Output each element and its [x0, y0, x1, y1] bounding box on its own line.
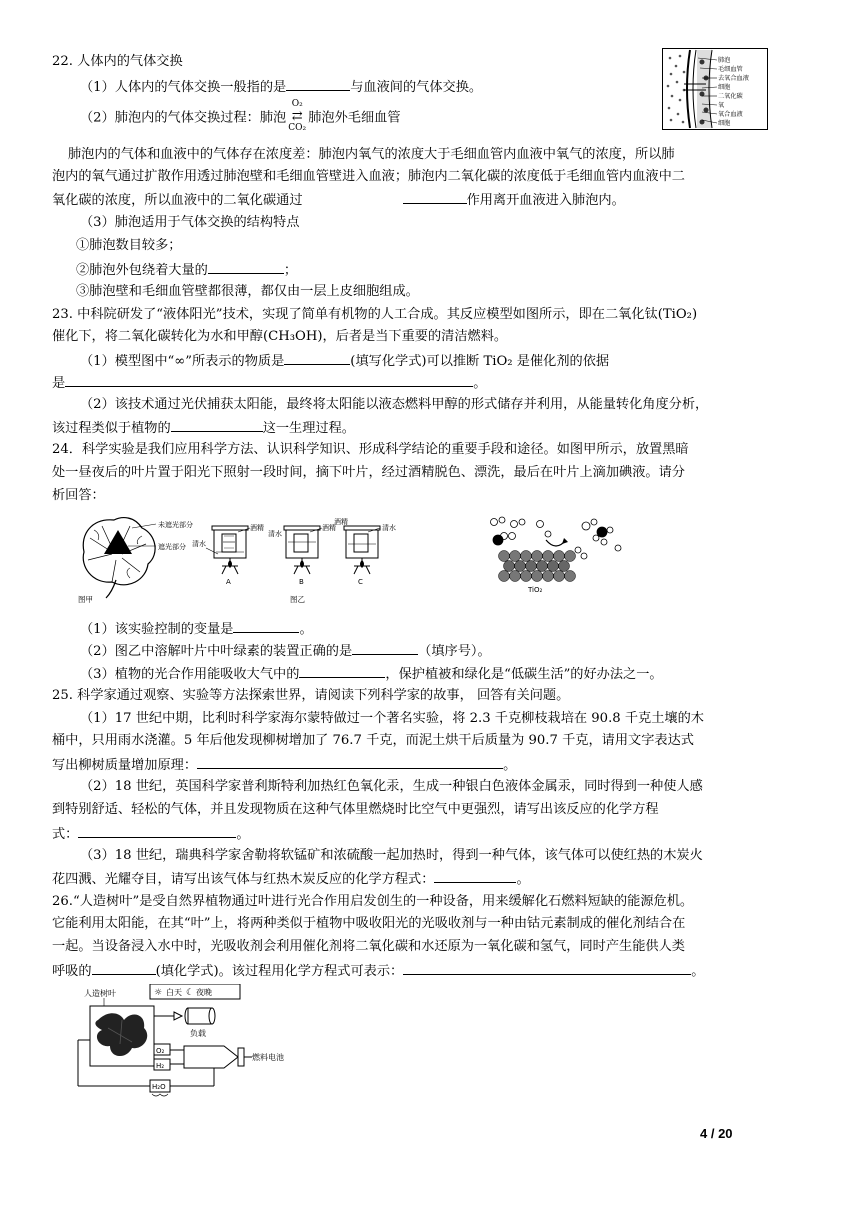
q22-para-line2: 泡内的氧气通过扩散作用透过肺泡壁和毛细血管壁进入血液；肺泡内二氧化碳的浓度低于毛细血管内血液中二	[52, 169, 685, 184]
q24-q1: （1）该实验控制的变量是 。	[52, 618, 313, 640]
q22-item3: ③肺泡壁和毛细血管壁都很薄，都仅由一层上皮细胞组成。	[76, 284, 419, 299]
gas-exchange-arrows: O₂ ⇄ CO₂	[288, 99, 307, 133]
sun-icon: ☼	[154, 988, 163, 998]
q22-line1: （1）人体内的气体交换一般指的是 与血液间的气体交换。	[52, 76, 482, 98]
moon-icon: ☾	[186, 988, 195, 998]
leaf-experiment-figure	[72, 508, 402, 606]
h2o-label: H₂O	[152, 1083, 166, 1091]
fig-jia-caption: 图甲	[78, 595, 93, 604]
answer-blank[interactable]	[92, 960, 156, 975]
q23-line2: 催化下，将二氧化碳转化为水和甲醇(CH₃OH)，后者是当下重要的清洁燃料。	[52, 329, 508, 344]
q22-item1: ①肺泡数目较多；	[76, 238, 182, 253]
fig-label: 细胞	[718, 120, 731, 127]
day-label: 白天	[166, 988, 182, 997]
beaker-b	[284, 526, 322, 574]
q26-line2: 它能利用太阳能，在其“叶”上，将两种类似于植物中吸收阳光的光吸收剂与一种由钴元素制成的催化剂结合在	[52, 916, 686, 931]
load-label: 负载	[190, 1029, 206, 1038]
q24-q2: （2）图乙中溶解叶片中叶绿素的装置正确的是 （填序号）。	[52, 640, 491, 662]
fuel-cell-label: 燃料电池	[252, 1053, 284, 1062]
tio2-label: TiO₂	[528, 586, 543, 594]
answer-blank[interactable]	[171, 417, 263, 432]
answer-blank[interactable]	[403, 960, 691, 975]
answer-blank[interactable]	[286, 76, 350, 91]
q25-line9: 花四溅、光耀夺目，请写出该气体与红热木炭反应的化学方程式： 。	[52, 868, 530, 890]
answer-blank[interactable]	[434, 868, 516, 883]
q24-q3: （3）植物的光合作用能吸收大气中的 ，保护植被和绿化是“低碳生活”的好办法之一。	[52, 663, 663, 685]
o2-label: O₂	[156, 1047, 165, 1055]
q25-line5: （2）18 世纪，英国科学家普利斯特利加热红色氧化汞，生成一种银白色液体金属汞，同时得到一种使人感	[80, 779, 703, 794]
answer-blank[interactable]	[299, 663, 385, 678]
beaker-label: 酒精	[334, 518, 348, 526]
q23-line1: 23. 中科院研发了“液体阳光”技术，实现了简单有机物的人工合成。其反应模型如图所示，即在二氧化钛(TiO₂)	[52, 307, 698, 322]
fig-label: 细胞	[718, 84, 731, 91]
fig-label: 毛细血管	[718, 66, 743, 73]
q24-line2: 处一昼夜后的叶片置于阳光下照射一段时间，摘下叶片，经过酒精脱色、漂洗，最后在叶片上滴加碘液。请分	[52, 465, 685, 480]
night-label: 夜晚	[196, 988, 212, 997]
q26-line1: 26.“人造树叶”是受自然界植物通过叶进行光合作用启发创生的一种设备，用来缓解化石燃料短缺的能源危机。	[52, 894, 694, 909]
fig-yi-caption: 图乙	[290, 595, 305, 604]
beaker-label: 酒精	[250, 524, 264, 532]
artificial-leaf-label: 人造树叶	[84, 989, 116, 998]
h2-label: H₂	[156, 1062, 165, 1070]
beaker-letter: C	[358, 578, 363, 586]
fig-label: 肺泡	[718, 57, 731, 64]
q25-line7: 式： 。	[52, 823, 250, 845]
beaker-letter: A	[226, 578, 231, 586]
artificial-leaf-figure	[74, 984, 294, 1104]
q25-line1: 25. 科学家通过观察、实验等方法探索世界，请阅读下列科学家的故事， 回答有关问题。	[52, 688, 570, 703]
answer-blank[interactable]	[197, 754, 503, 769]
beaker-c	[344, 526, 380, 574]
beaker-letter: B	[299, 578, 304, 586]
beaker-label: 清水	[382, 524, 396, 532]
answer-blank[interactable]	[284, 350, 350, 365]
leaf-label-unshaded: 未遮光部分	[158, 521, 193, 529]
q22-line-3: （3）肺泡适用于气体交换的结构特点	[80, 215, 300, 230]
q25-line6: 到特别舒适、轻松的气体，并且发现物质在这种气体里燃烧时比空气中更强烈，请写出该反应的化学方程	[52, 802, 659, 817]
answer-blank[interactable]	[403, 189, 467, 204]
q24-line1: 24．科学实验是我们应用科学方法、认识科学知识、形成科学结论的重要手段和途径。如图甲所示，放置黑暗	[52, 442, 689, 457]
q25-line2: （1）17 世纪中期，比利时科学家海尔蒙特做过一个著名实验，将 2.3 千克柳枝栽培在 90.8 千克土壤的木	[80, 711, 704, 726]
q26-line4: 呼吸的 (填化学式)。该过程用化学方程式可表示： 。	[52, 960, 704, 982]
q23-line4: 是 。	[52, 372, 486, 394]
beaker-label: 清水	[192, 540, 206, 548]
q22-line2: （2）肺泡内的气体交换过程：肺泡 O₂ ⇄ CO₂ 肺泡外毛细血管	[80, 99, 401, 133]
answer-blank[interactable]	[65, 372, 473, 387]
q22-para-line1: 肺泡内的气体和血液中的气体存在浓度差：肺泡内氧气的浓度大于毛细血管内血液中氧气的浓度，所以肺	[68, 147, 675, 162]
q24-line3: 析回答：	[52, 488, 105, 503]
q25-line8: （3）18 世纪，瑞典科学家舍勒将软锰矿和浓硫酸一起加热时，得到一种气体，该气体可以使红热的木炭火	[80, 848, 703, 863]
alveolus-figure	[662, 48, 768, 130]
answer-blank[interactable]	[233, 618, 299, 633]
fig-label: 氧	[718, 102, 725, 109]
beaker-label: 清水	[268, 530, 282, 538]
answer-blank[interactable]	[78, 823, 236, 838]
answer-blank[interactable]	[352, 640, 418, 655]
answer-blank[interactable]	[208, 259, 284, 274]
q22-title: 22. 人体内的气体交换	[52, 54, 183, 69]
q25-line3: 桶中，只用雨水浇灌。5 年后他发现柳树增加了 76.7 千克，而泥土烘干后质量为 90.7 千克，请用文字表达式	[52, 733, 694, 748]
q22-para-line3: 氧化碳的浓度，所以血液中的二氧化碳通过 作用离开血液进入肺泡内。	[52, 189, 625, 211]
leaf-label-shaded: 遮光部分	[158, 543, 186, 551]
q22-item2: ②肺泡外包绕着大量的 ；	[76, 259, 297, 281]
tio2-model-figure	[482, 512, 628, 596]
beaker-a	[206, 526, 250, 574]
fig-label: 去氧合血液	[718, 75, 749, 82]
fig-label: 氧合血液	[718, 111, 743, 118]
q23-line6: 该过程类似于植物的 这一生理过程。	[52, 417, 355, 439]
fig-label: 二氧化碳	[718, 93, 743, 100]
q23-line5: （2）该技术通过光伏捕获太阳能，最终将太阳能以液态燃料甲醇的形式储存并利用，从能量转化角度分析，	[80, 397, 709, 412]
q26-line3: 一起。当设备浸入水中时，光吸收剂会利用催化剂将二氧化碳和水还原为一氧化碳和氢气，同时产生能供人类	[52, 939, 685, 954]
q25-line4: 写出柳树质量增加原理： 。	[52, 754, 516, 776]
page-number: 4 / 20	[700, 1126, 733, 1141]
beaker-label: 酒精	[322, 524, 336, 532]
q23-line3: （1）模型图中“∞”所表示的物质是 (填写化学式)可以推断 TiO₂ 是催化剂的依据	[52, 350, 609, 372]
